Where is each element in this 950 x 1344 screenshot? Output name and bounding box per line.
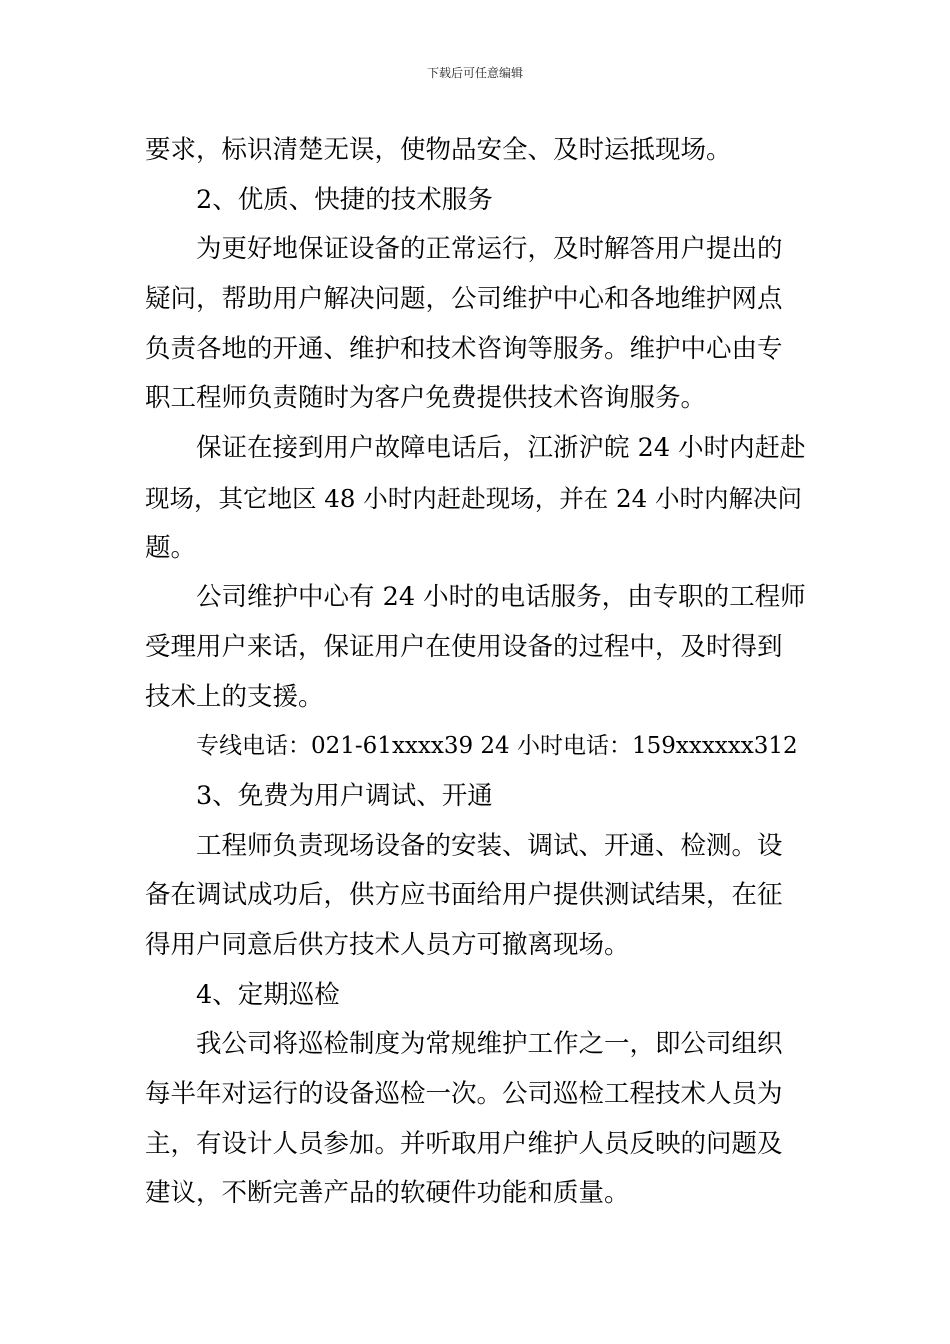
page-header: 下载后可任意编辑 <box>426 66 523 80</box>
text-line: 技术上的支援。 <box>145 681 324 712</box>
text-line: 受理用户来话，保证用户在使用设备的过程中，及时得到 <box>145 631 783 662</box>
text-line: 工程师负责现场设备的安装、调试、开通、检测。设 <box>196 830 783 861</box>
text-line: 要求，标识清楚无误，使物品安全、及时运抵现场。 <box>145 135 732 165</box>
text-line: 我公司将巡检制度为常规维护工作之一，即公司组织 <box>196 1029 783 1060</box>
phone-line: 专线电话：021-61xxxx39 24 小时电话：159xxxxxx312 <box>196 733 798 760</box>
section-heading: 3、免费为用户调试、开通 <box>196 780 493 811</box>
section-heading: 2、优质、快捷的技术服务 <box>196 184 493 215</box>
text-line: 主，有设计人员参加。并听取用户维护人员反映的问题及 <box>145 1128 783 1159</box>
text-line: 公司维护中心有 24 小时的电话服务，由专职的工程师 <box>196 582 806 613</box>
text-line: 职工程师负责随时为客户免费提供技术咨询服务。 <box>145 383 707 414</box>
text-line: 得用户同意后供方技术人员方可撤离现场。 <box>145 930 630 960</box>
text-line: 为更好地保证设备的正常运行，及时解答用户提出的 <box>196 234 783 265</box>
text-line: 疑问，帮助用户解决问题，公司维护中心和各地维护网点 <box>145 284 783 315</box>
section-heading: 4、定期巡检 <box>196 979 340 1010</box>
text-line: 现场，其它地区 48 小时内赶赴现场，并在 24 小时内解决问 <box>145 483 802 513</box>
text-line: 负责各地的开通、维护和技术咨询等服务。维护中心由专 <box>145 333 783 364</box>
text-line: 备在调试成功后，供方应书面给用户提供测试结果，在征 <box>145 880 783 911</box>
document-body <box>145 126 810 1219</box>
text-line: 建议，不断完善产品的软硬件功能和质量。 <box>145 1178 630 1209</box>
text-line: 保证在接到用户故障电话后，江浙沪皖 24 小时内赶赴 <box>196 433 806 464</box>
text-line: 题。 <box>145 532 197 563</box>
text-line: 每半年对运行的设备巡检一次。公司巡检工程技术人员为 <box>145 1079 783 1110</box>
